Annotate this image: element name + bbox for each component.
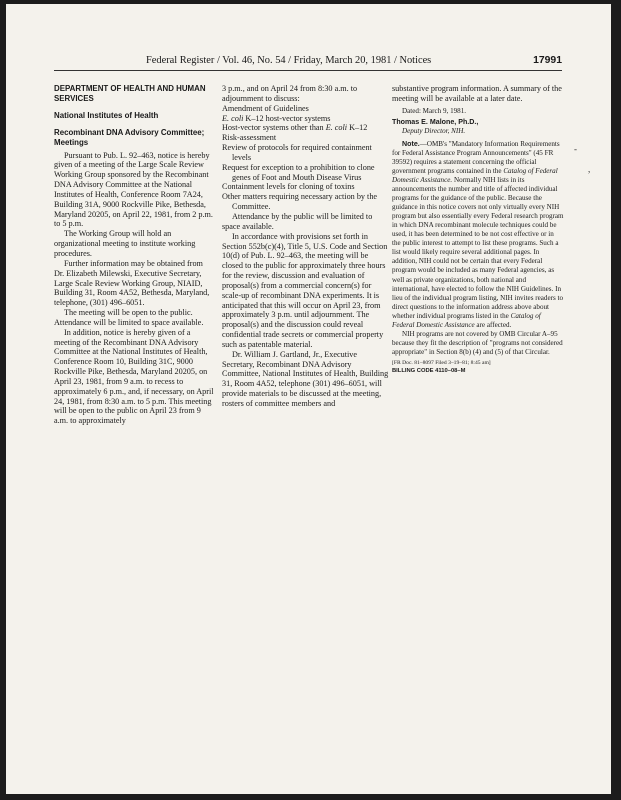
billing-code: BILLING CODE 4110–08–M — [392, 367, 466, 374]
note-text: are affected. — [474, 320, 512, 329]
subject-heading: Recombinant DNA Advisory Committee; Meetings — [54, 127, 205, 147]
agenda-text: K–12 — [347, 123, 368, 133]
agenda-item: Amendment of Guidelines — [222, 103, 309, 113]
fr-doc-line: [FR Doc. 81–8097 Filed 3–19–81; 8:45 am] — [392, 359, 491, 366]
note-text: —OMB's "Mandatory Information Requirements for Federal Assistance Program Announcements" (45 FR 39592) requires a statement concerning the official government programs contained in the — [392, 139, 560, 175]
paragraph: Dr. William J. Gartland, Jr., Executive Secretary, Recombinant DNA Advisory Committee, National Institutes of Health, Building 31, Room 4A52, telephone (301) 496–6051, will provide materials to be discussed at the meeting, rosters of committee members and — [222, 349, 389, 408]
signer-title: Deputy Director, NIH. — [402, 126, 466, 135]
dated-line: Dated: March 9, 1981. — [402, 106, 467, 115]
agenda-item: Other matters requiring necessary action by the Committee. — [222, 192, 378, 212]
running-head: Federal Register / Vol. 46, No. 54 / Friday, March 20, 1981 / Notices — [146, 55, 432, 66]
catalog-title: Catalog of Federal Domestic Assistance. — [392, 166, 558, 185]
paragraph: Attendance by the public will be limited to space available. — [222, 211, 373, 231]
paragraph: substantive program information. A summary of the meeting will be available at a later date. — [392, 84, 562, 103]
agenda-text: K–12 host-vector systems — [243, 113, 331, 123]
page-number: 17991 — [533, 55, 562, 66]
subagency-heading: National Institutes of Health — [54, 110, 159, 120]
column-3 — [392, 84, 564, 376]
paragraph: 3 p.m., and on April 24 from 8:30 a.m. to adjournment to discuss: — [222, 84, 358, 103]
agenda-item — [222, 123, 390, 133]
agenda-item: Review of protocols for required containment levels — [222, 143, 372, 162]
paragraph: Further information may be obtained from Dr. Elizabeth Milewski, Executive Secretary, Large Scale Review Working Group, NIAID, Building 31, Room 4A52, Bethesda, Maryland, telephone, (301) 496–6051. — [54, 258, 210, 308]
signer-name: Thomas E. Malone, Ph.D., — [392, 117, 479, 126]
paragraph: Pursuant to Pub. L. 92–463, notice is hereby given of a meeting of the Large Scale Review Working Group sponsored by the Recombinant DNA Advisory Committee at the National Institutes of Health, Conference Room 7A24, Building 31A, 9000 Rockville Pike, Bethesda, Maryland 20205, on April 22, 1981, from 2 p.m. to 5 p.m. — [54, 150, 213, 229]
paragraph: The meeting will be open to the public. Attendance will be limited to space available. — [54, 308, 204, 327]
paragraph: In addition, notice is hereby given of a meeting of the Recombinant DNA Advisory Committee at the National Institutes of Health, Conference Room 10, Building 31C, 9000 Rockville Pike, Bethesda, Maryland 20205, on April 23, 1981, from 9 a.m. to recess to approximately 6 p.m., and, if necessary, on April 24, 1981, from 8:30 a.m. to 5 p.m. This meeting will be open to the public on April 23 from 9 a.m. to approximately — [54, 327, 214, 426]
margin-mark: , — [588, 164, 591, 174]
note-text: Normally NIH lists in its announcements the number and title of affected individual programs for the guidance of the public. Because the guidance in this notice covers not only virtually every NIH program but also essentially every Federal research program in which DNA recombinant molecule techniques could be used, it has been determined to be not cost effective or in the public interest to attempt to list these programs. Such a list would likely require several additional pages. In addition, NIH could not be certain that every Federal program would be included as many Federal agencies, as well as private organizations, both national and international, have elected to follow the NIH Guidelines. In lieu of the individual program listing, NIH invites readers to direct questions to the information address above about whether individual programs listed in the — [392, 176, 564, 320]
agenda-item: Request for exception to a prohibition to clone genes of Foot and Mouth Disease Virus — [222, 162, 375, 182]
paragraph: The Working Group will hold an organizational meeting to institute working procedures. — [54, 229, 196, 258]
column-2 — [222, 84, 390, 409]
agency-heading: DEPARTMENT OF HEALTH AND HUMAN SERVICES — [54, 84, 206, 103]
note-label: Note. — [402, 139, 420, 148]
header-rule — [54, 70, 562, 71]
organism-name: E. coli — [325, 123, 348, 133]
document-page — [6, 4, 611, 794]
agenda-text: Host-vector systems other than — [222, 123, 326, 133]
agenda-item — [222, 114, 390, 124]
agenda-item: Risk-assessment — [222, 133, 277, 143]
agenda-item: Containment levels for cloning of toxins — [222, 182, 355, 192]
margin-mark: - — [574, 144, 577, 154]
organism-name: E. coli — [222, 113, 244, 123]
paragraph: In accordance with provisions set forth in Section 552b(c)(4), Title 5, U.S. Code and Section 10(d) of Pub. L. 92–463, the meeting will be closed to the public for approximately three hours for the review, discussion and evaluation of proposal(s) from a commercial concern(s) for scale-up of recombinant DNA experiments. It is anticipated that this will occur on April 23, from approximately 3 p.m. until adjournment. The proposal(s) and the discussion could reveal confidential trade secrets or commercial property such as patentable material. — [222, 231, 388, 349]
catalog-title: Catalog of Federal Domestic Assistance — [392, 311, 541, 329]
note-paragraph — [392, 140, 564, 330]
column-1 — [54, 84, 214, 426]
note-paragraph: NIH programs are not covered by OMB Circular A–95 because they fit the description of "programs not considered appropriate" in Section 8(b) (4) and (5) of that Circular. — [392, 329, 563, 356]
